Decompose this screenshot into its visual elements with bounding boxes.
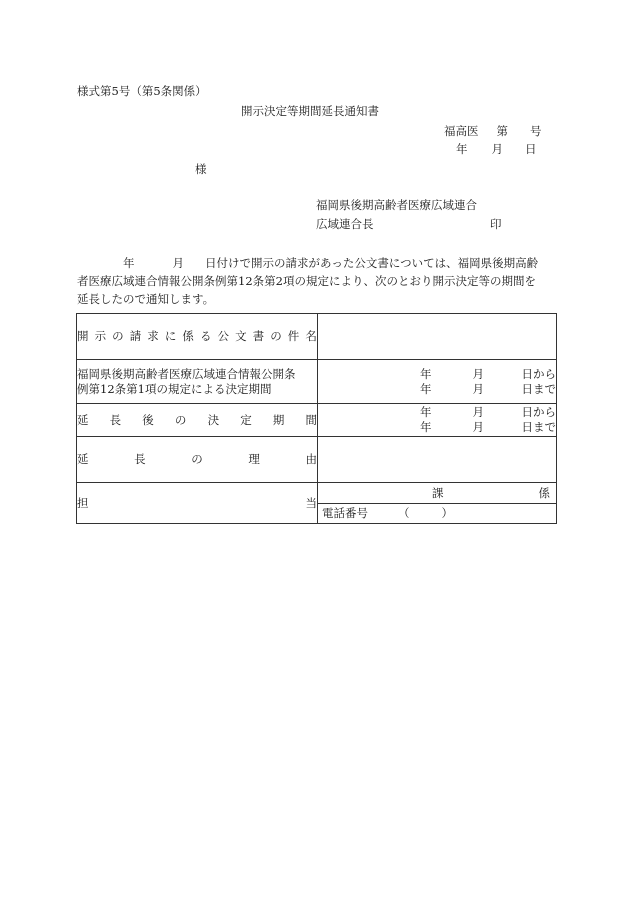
table-row (77, 437, 557, 483)
period-from: 日から (521, 405, 556, 419)
period-year: 年 (420, 366, 432, 381)
table-row (77, 483, 557, 524)
body-line-2: 者医療広域連合情報公開条例第12条第2項の規定により、次のとおり開示決定等の期間を (77, 274, 536, 288)
label-char: 文 (235, 329, 247, 343)
spread-label (77, 329, 317, 344)
notice-body (77, 254, 553, 308)
sender-title: 広域連合長 (316, 217, 374, 231)
document-title: 開示決定等期間延長通知書 (241, 104, 379, 118)
label-char: 延 (77, 412, 89, 427)
period-until-row (318, 382, 556, 397)
body-line-3: 延長したので通知します。 (77, 292, 215, 306)
original-period-label-line-1: 福岡県後期高齢者医療広域連合情報公開条 (77, 366, 296, 381)
label-char: 担 (77, 495, 89, 510)
label-char: 期 (272, 412, 285, 427)
period-year: 年 (420, 420, 432, 434)
spread-label (77, 452, 317, 467)
phone-row (318, 504, 556, 523)
date-day: 日 (525, 142, 537, 156)
period-from: 日から (521, 366, 556, 381)
label-char: 間 (305, 412, 317, 427)
label-char: 公 (217, 329, 229, 343)
label-char: 長 (134, 452, 146, 466)
body-year: 年 (123, 256, 135, 270)
period-month: 月 (472, 420, 484, 434)
period-until: 日まで (521, 420, 556, 434)
kakari-label: 係 (538, 486, 550, 500)
label-char: の (174, 412, 187, 427)
label-char: 当 (305, 495, 317, 510)
body-line-1 (77, 254, 553, 272)
label-char: 名 (305, 329, 317, 343)
paren-close: ） (441, 506, 453, 520)
label-char: 延 (77, 452, 89, 466)
doc-prefix: 福高医 (444, 124, 479, 138)
notice-table (76, 313, 557, 524)
body-line-1-rest: 日付けで開示の請求があった公文書については、福岡県後期高齢 (205, 256, 539, 270)
document-number (444, 124, 542, 138)
label-char: の (112, 329, 124, 343)
original-period-value[interactable] (318, 360, 557, 404)
label-char: る (199, 329, 212, 343)
extended-period-label (77, 404, 318, 437)
period-month: 月 (472, 366, 484, 381)
subject-label (77, 314, 318, 360)
reason-label (77, 437, 318, 483)
label-char: 理 (248, 452, 260, 466)
label-char: の (270, 329, 282, 343)
body-month: 月 (172, 256, 184, 270)
contact-label (77, 483, 318, 524)
original-period-label-line-2: 例第12条第1項の規定による決定期間 (77, 381, 272, 396)
table-row (77, 360, 557, 404)
period-from-row (318, 367, 556, 382)
recipient-suffix: 様 (195, 162, 207, 176)
label-char: 書 (252, 329, 265, 343)
period-year: 年 (420, 381, 432, 396)
label-char: 決 (207, 412, 220, 427)
ka-label: 課 (432, 486, 444, 500)
label-char: 求 (147, 329, 159, 343)
label-char: 開 (77, 329, 89, 343)
spread-label (77, 413, 317, 428)
label-char: 長 (109, 412, 122, 427)
label-char: 後 (142, 412, 154, 427)
label-char: 定 (240, 412, 252, 427)
label-char: 件 (287, 329, 300, 343)
label-char: に (164, 329, 177, 343)
seal-mark: 印 (490, 217, 502, 231)
table-row (77, 404, 557, 437)
period-until-row (318, 420, 556, 435)
spread-label (77, 496, 317, 511)
sender-organization: 福岡県後期高齢者医療広域連合 (316, 198, 477, 212)
date-month: 月 (491, 142, 503, 156)
paren-open: （ (398, 506, 410, 520)
contact-value[interactable] (318, 483, 557, 524)
original-period-label (77, 360, 318, 404)
label-char: 係 (182, 329, 194, 343)
extended-period-value[interactable] (318, 404, 557, 437)
period-month: 月 (472, 405, 484, 419)
period-year: 年 (420, 405, 432, 419)
issue-date (456, 142, 537, 156)
department-row (318, 483, 556, 504)
table-row (77, 314, 557, 360)
reason-value[interactable] (318, 437, 557, 483)
period-until: 日まで (521, 381, 556, 396)
doc-dai: 第 (496, 124, 508, 138)
label-char: 示 (94, 329, 107, 343)
doc-go: 号 (530, 124, 542, 138)
label-char: 由 (305, 452, 317, 466)
period-from-row (318, 405, 556, 420)
date-year: 年 (456, 142, 468, 156)
period-month: 月 (472, 381, 484, 396)
subject-value[interactable] (318, 314, 557, 360)
label-char: 請 (129, 329, 142, 343)
form-number: 様式第5号（第5条関係） (77, 84, 207, 98)
label-char: の (191, 452, 203, 466)
phone-label: 電話番号 (322, 506, 368, 520)
